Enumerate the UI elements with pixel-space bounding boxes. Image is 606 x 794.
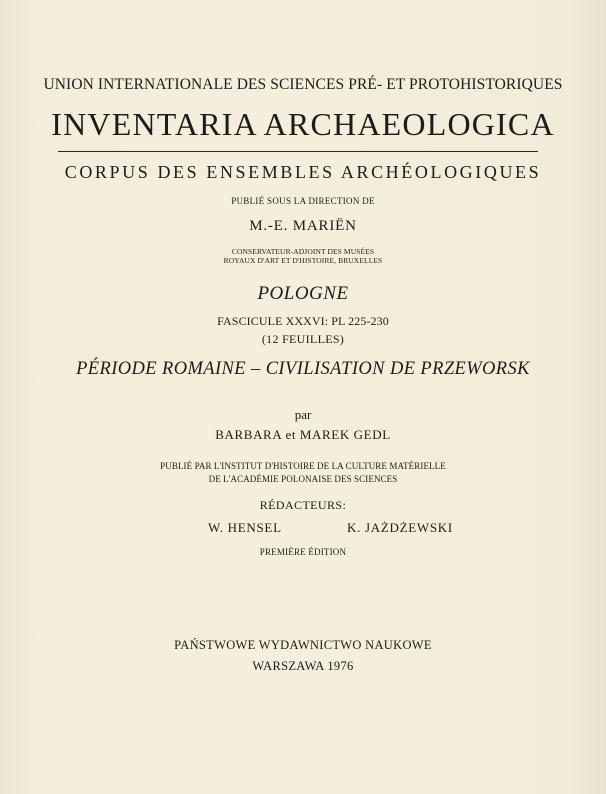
edition-line: PREMIÈRE ÉDITION	[259, 547, 347, 557]
union-line: UNION INTERNATIONALE DES SCIENCES PRÉ- ET PROTOHISTORIQUES	[43, 76, 563, 93]
by-label: par	[294, 407, 312, 422]
author-names: BARBARA et MAREK GEDL	[215, 427, 391, 442]
editor-1-name: W. HENSEL	[208, 520, 282, 535]
director-role-line2: ROYAUX D'ART ET D'HISTOIRE, BRUXELLES	[223, 256, 383, 265]
direction-label: PUBLIÉ SOUS LA DIRECTION DE	[231, 196, 375, 206]
series-title: INVENTARIA ARCHAEOLOGICA	[51, 106, 555, 142]
director-role-line1: CONSERVATEUR-ADJOINT DES MUSÉES	[231, 247, 375, 256]
corpus-subtitle: CORPUS DES ENSEMBLES ARCHÉOLOGIQUES	[64, 162, 542, 182]
fascicle-line: FASCICULE XXXVI: PL 225-230	[217, 314, 389, 328]
sheets-line: (12 FEUILLES)	[261, 332, 345, 346]
imprint-place-year: WARSZAWA 1976	[252, 659, 354, 673]
period-heading: PÉRIODE ROMAINE – CIVILISATION DE PRZEWORSK	[76, 359, 530, 379]
editor-2-name: K. JAŻDŻEWSKI	[347, 520, 453, 535]
country-heading: POLOGNE	[257, 283, 349, 304]
title-rule	[58, 151, 538, 152]
publisher-note-line1: PUBLIÉ PAR L'INSTITUT D'HISTOIRE DE LA CULTURE MATÉRIELLE	[160, 461, 446, 471]
editors-label: RÉDACTEURS:	[259, 498, 347, 512]
publisher-note-line2: DE L'ACADÉMIE POLONAISE DES SCIENCES	[208, 474, 398, 484]
director-name: M.-E. MARIËN	[249, 218, 357, 234]
imprint-publisher: PAŃSTWOWE WYDAWNICTWO NAUKOWE	[174, 638, 432, 652]
